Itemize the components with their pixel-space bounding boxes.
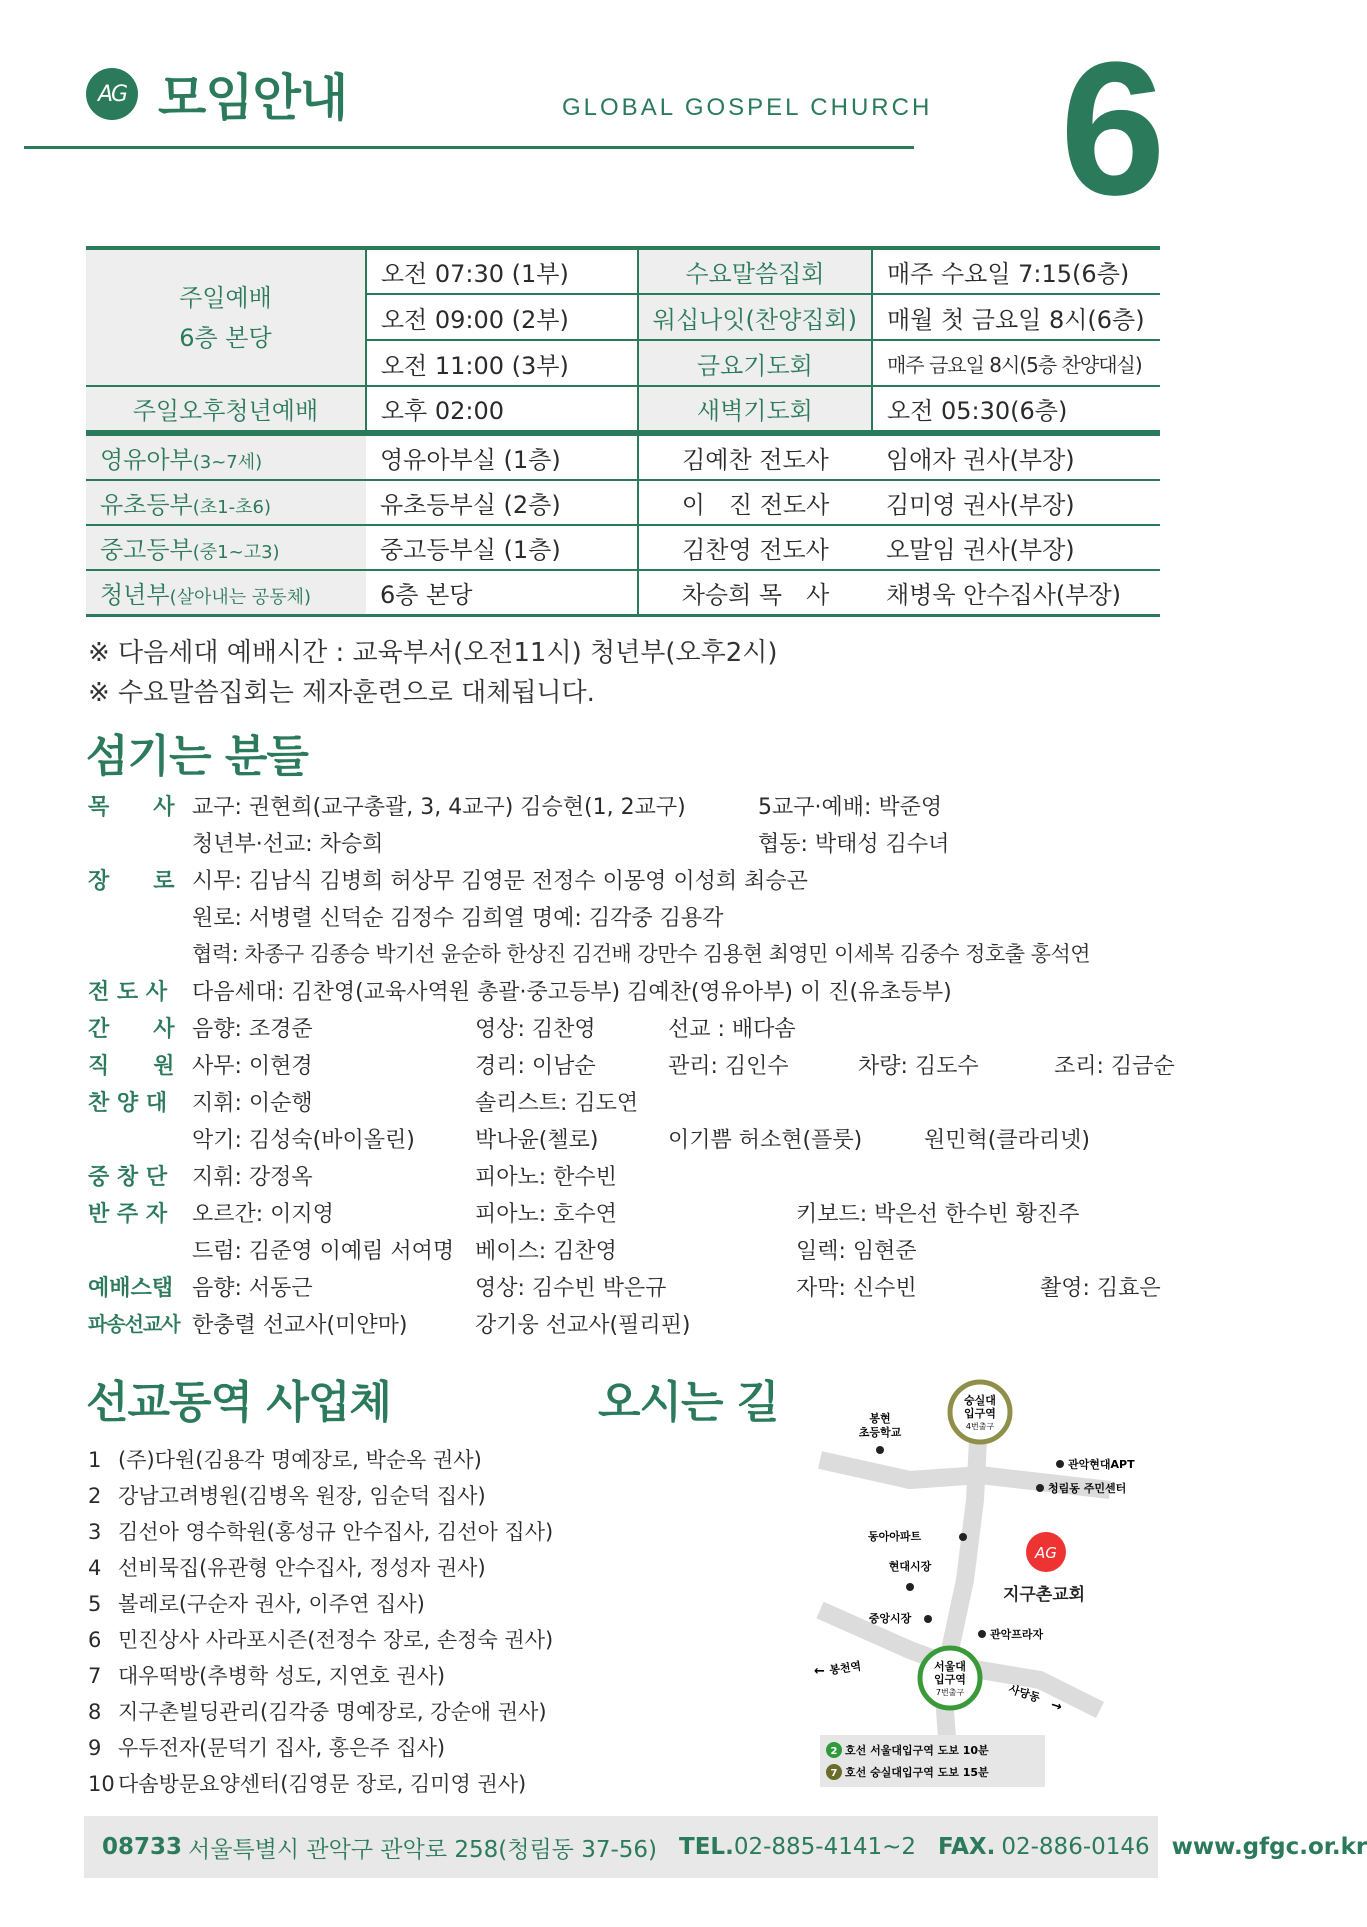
list-item: 1 (주)다원(김용각 명예장로, 박순옥 권사) [88, 1448, 482, 1472]
servant-row [88, 938, 1188, 974]
dept-pastor: 김찬영 전도사 [638, 525, 872, 570]
servant-names: 오르간: 이지영 [192, 1202, 334, 1227]
servant-names: 경리: 이남순 [475, 1054, 596, 1079]
servant-names: 악기: 김성숙(바이올린) [192, 1128, 415, 1153]
dept-room: 영유아부실 (1층) [366, 435, 638, 480]
footer-website-link[interactable]: www.gfgc.or.kr [1171, 1834, 1367, 1860]
servant-role: 간 사 [88, 1017, 175, 1042]
servant-role: 직 원 [88, 1054, 175, 1079]
servant-names: 촬영: 김효은 [1040, 1276, 1161, 1301]
landmark-market: 현대시장 [888, 1560, 932, 1573]
servant-names: 시무: 김남식 김병희 허상무 김영문 전정수 이몽영 이성희 최승곤 [192, 869, 808, 894]
servant-names: 협력: 차종구 김종승 박기선 윤순하 한상진 김건배 강만수 김용현 최영민 이세복 김중수 정호출 홍석연 [192, 942, 1091, 966]
footer-fax: 02-886-0146 [1001, 1834, 1150, 1860]
servant-row [88, 1123, 1188, 1159]
subway-info-box [820, 1735, 1045, 1787]
list-item: 6 민진상사 사라포시즌(전정수 장로, 손정숙 권사) [88, 1628, 554, 1652]
road [945, 1400, 980, 1780]
servant-names: 영상: 김수빈 박은규 [475, 1276, 667, 1301]
dept-pastor: 이 진 전도사 [638, 480, 872, 525]
servant-row [88, 1234, 1188, 1270]
dept-age: (3~7세) [192, 452, 263, 473]
servant-names: 자막: 신수빈 [796, 1276, 917, 1301]
dept-name: 중고등부 [100, 536, 193, 564]
servant-names: 5교구·예배: 박준영 [758, 795, 943, 820]
footer-tel-label: TEL. [679, 1834, 734, 1860]
church-marker-logo: AG [1035, 1544, 1057, 1562]
church-name-en: GLOBAL GOSPEL CHURCH [562, 94, 933, 121]
station-bottom-line2: 입구역 [934, 1673, 966, 1686]
business-name: 선비묵집(유관형 안수집사, 정성자 권사) [118, 1556, 486, 1580]
landmark-plaza: 관악프라자 [990, 1628, 1044, 1641]
business-name: 대우떡방(추병학 성도, 지연호 권사) [118, 1664, 446, 1688]
meeting-value: 오전 05:30(6층) [872, 386, 1160, 432]
dept-name-cell [86, 435, 366, 480]
meeting-label: 수요말씀집회 [638, 248, 872, 294]
dept-room: 6층 본당 [366, 570, 638, 615]
servant-role: 찬 양 대 [88, 1091, 168, 1116]
servant-row [88, 1012, 1188, 1048]
business-name: (주)다원(김용각 명예장로, 박순옥 권사) [118, 1448, 482, 1472]
servant-names: 지휘: 강정옥 [192, 1165, 313, 1190]
servant-names: 조리: 김금순 [1054, 1054, 1175, 1079]
servant-names: 지휘: 이순행 [192, 1091, 313, 1116]
meeting-value: 매주 금요일 8시(5층 찬양대실) [872, 340, 1160, 386]
list-item: 7 대우떡방(추병학 성도, 지연호 권사) [88, 1664, 446, 1688]
arrow-left-icon: ← [814, 1664, 825, 1679]
servant-names: 드럼: 김준영 이예림 서여명 [192, 1239, 455, 1264]
landmark-central: 중앙시장 [868, 1612, 912, 1625]
landmark-school-line1: 봉현 [869, 1412, 891, 1425]
business-name: 민진상사 사라포시즌(전정수 장로, 손정숙 권사) [118, 1628, 554, 1652]
table-row [86, 480, 1160, 525]
list-item: 5 볼레로(구순자 권사, 이주연 집사) [88, 1592, 425, 1616]
servant-role: 중 창 단 [88, 1165, 168, 1190]
servant-names: 관리: 김인수 [668, 1054, 789, 1079]
dept-age: (중1~고3) [192, 542, 280, 563]
page-title: 모임안내 [158, 69, 348, 127]
meeting-label: 워십나잇(찬양집회) [638, 294, 872, 340]
sunday-time-3: 오전 11:00 (3부) [366, 340, 638, 386]
sunday-worship-cell [86, 248, 366, 386]
dept-room: 유초등부실 (2층) [366, 480, 638, 525]
servant-row [88, 901, 1188, 937]
servant-names: 솔리스트: 김도연 [475, 1091, 639, 1116]
servant-names: 영상: 김찬영 [475, 1017, 596, 1042]
line2-number: 2 [830, 1746, 838, 1757]
location-map [800, 1380, 1150, 1800]
dept-leader: 김미영 권사(부장) [872, 480, 1160, 525]
servant-names: 음향: 서동근 [192, 1276, 313, 1301]
table-row [86, 386, 1160, 432]
table-row [86, 248, 1160, 294]
station-top-line3: 4번출구 [965, 1422, 995, 1431]
landmark-school-line2: 초등학교 [858, 1426, 902, 1439]
dept-leader: 오말임 권사(부장) [872, 525, 1160, 570]
list-item: 2 강남고려병원(김병옥 원장, 임순덕 집사) [88, 1484, 486, 1508]
dept-age: (초1-초6) [192, 497, 271, 518]
servant-row [88, 827, 1188, 863]
servants-heading: 섬기는 분들 [86, 731, 308, 782]
servant-names: 차량: 김도수 [858, 1054, 979, 1079]
landmark-dot [1056, 1460, 1064, 1468]
servant-names: 교구: 권현희(교구총괄, 3, 4교구) 김승현(1, 2교구) [192, 795, 686, 820]
line7-number: 7 [830, 1768, 838, 1779]
youth-worship-label: 주일오후청년예배 [86, 386, 366, 432]
meeting-value: 매월 첫 금요일 8시(6층) [872, 294, 1160, 340]
dept-leader: 채병욱 안수집사(부장) [872, 570, 1160, 615]
servant-role: 반 주 자 [88, 1202, 168, 1227]
landmark-donga: 동아아파트 [868, 1530, 922, 1543]
dept-name: 영유아부 [100, 446, 193, 474]
table-row [86, 435, 1160, 480]
servant-names: 피아노: 호수연 [475, 1202, 617, 1227]
footer-address: 서울특별시 관악구 관악로 258(청림동 37-56) [188, 1836, 658, 1863]
dept-name-cell [86, 525, 366, 570]
list-item: 9 우두전자(문덕기 집사, 홍은주 집사) [88, 1736, 446, 1760]
dept-name: 청년부 [100, 580, 170, 609]
servant-row [88, 864, 1188, 900]
departments-table [86, 434, 1160, 617]
servant-names: 청년부·선교: 차승희 [192, 832, 384, 857]
landmark-dot [978, 1630, 986, 1638]
header-divider [24, 146, 914, 149]
servant-names: 원민혁(클라리넷) [924, 1128, 1090, 1153]
line2-directions: 호선 서울대입구역 도보 10분 [845, 1744, 989, 1757]
station-top-line2: 입구역 [964, 1407, 996, 1420]
dept-age: (살아내는 공동체) [169, 586, 312, 608]
landmark-sadang: 사당동 [1007, 1682, 1042, 1705]
business-name: 볼레로(구순자 권사, 이주연 집사) [118, 1592, 425, 1616]
servant-names: 사무: 이현경 [192, 1054, 313, 1079]
sunday-time-1: 오전 07:30 (1부) [366, 248, 638, 294]
dept-pastor: 차승희 목 사 [638, 570, 872, 615]
note-line: ※ 수요말씀집회는 제자훈련으로 대체됩니다. [88, 678, 595, 708]
dept-name: 유초등부 [100, 491, 193, 519]
servant-names: 베이스: 김찬영 [475, 1239, 617, 1264]
servant-names: 이기쁨 허소현(플룻) [668, 1128, 863, 1153]
station-bottom-line1: 서울대 [934, 1660, 966, 1673]
dept-name-cell [86, 570, 366, 615]
meeting-label: 금요기도회 [638, 340, 872, 386]
youth-worship-time: 오후 02:00 [366, 386, 638, 432]
servant-names: 박나윤(첼로) [475, 1128, 599, 1153]
servant-row [88, 790, 1188, 826]
servant-row [88, 1160, 1188, 1196]
business-name: 다솜방문요양센터(김영문 장로, 김미영 권사) [118, 1772, 527, 1796]
church-marker-name: 지구촌교회 [1002, 1585, 1086, 1605]
worship-schedule-table [86, 246, 1160, 434]
landmark-dot [906, 1583, 914, 1591]
servant-role: 전 도 사 [88, 980, 168, 1005]
servant-names: 일렉: 임현준 [796, 1239, 917, 1264]
business-name: 지구촌빌딩관리(김각중 명예장로, 강순애 권사) [118, 1700, 547, 1724]
servant-role: 장 로 [88, 869, 175, 894]
servant-names: 선교 : 배다솜 [668, 1017, 796, 1042]
landmark-apt: 관악현대APT [1068, 1458, 1135, 1471]
issue-number: 6 [1060, 23, 1166, 235]
business-name: 강남고려병원(김병옥 원장, 임순덕 집사) [118, 1484, 486, 1508]
landmark-dot [876, 1446, 884, 1454]
servant-row [88, 1197, 1188, 1233]
list-item: 8 지구촌빌딩관리(김각중 명예장로, 강순애 권사) [88, 1700, 547, 1724]
meeting-label: 새벽기도회 [638, 386, 872, 432]
landmark-dot [1036, 1484, 1044, 1492]
footer-fax-label: FAX. [938, 1834, 996, 1860]
landmark-dot [959, 1533, 967, 1541]
sunday-time-2: 오전 09:00 (2부) [366, 294, 638, 340]
dept-pastor: 김예찬 전도사 [638, 435, 872, 480]
servant-names: 강기웅 선교사(필리핀) [475, 1313, 691, 1338]
servant-role: 예배스탭 [88, 1276, 174, 1301]
dept-leader: 임애자 권사(부장) [872, 435, 1160, 480]
list-item: 4 선비묵집(유관형 안수집사, 정성자 권사) [88, 1556, 486, 1580]
table-row [86, 525, 1160, 570]
station-top-line1: 숭실대 [964, 1394, 996, 1407]
meeting-value: 매주 수요일 7:15(6층) [872, 248, 1160, 294]
landmark-bongcheon: 봉천역 [828, 1659, 862, 1677]
servant-role: 파송선교사 [88, 1312, 180, 1336]
servant-row [88, 1271, 1188, 1307]
dept-room: 중고등부실 (1층) [366, 525, 638, 570]
sunday-worship-place: 6층 본당 [179, 323, 272, 352]
dept-name-cell [86, 480, 366, 525]
church-logo-icon: AG [86, 68, 138, 120]
servant-names: 피아노: 한수빈 [475, 1165, 617, 1190]
landmark-center: 청림동 주민센터 [1048, 1482, 1127, 1495]
footer-bar [84, 1816, 1367, 1878]
servant-names: 음향: 조경준 [192, 1017, 313, 1042]
arrow-right-icon: → [1048, 1697, 1064, 1716]
servant-names: 키보드: 박은선 한수빈 황진주 [796, 1202, 1080, 1227]
footer-zip: 08733 [102, 1834, 183, 1860]
servant-names: 다음세대: 김찬영(교육사역원 총괄·중고등부) 김예찬(영유아부) 이 진(유초등부) [192, 980, 952, 1005]
directions-heading: 오시는 길 [598, 1377, 779, 1428]
footer-tel: 02-885-4141~2 [733, 1834, 917, 1860]
station-bottom-line3: 7번출구 [935, 1688, 965, 1697]
servant-names: 한충렬 선교사(미얀마) [192, 1313, 408, 1338]
table-row [86, 570, 1160, 615]
servant-row [88, 1086, 1188, 1122]
servant-names: 원로: 서병렬 신덕순 김정수 김희열 명예: 김각중 김용각 [192, 906, 724, 931]
landmark-dot [924, 1615, 932, 1623]
servant-names: 협동: 박태성 김수녀 [758, 832, 950, 857]
servant-row [88, 975, 1188, 1011]
line7-directions: 호선 숭실대입구역 도보 15분 [845, 1766, 989, 1779]
list-item: 10 다솜방문요양센터(김영문 장로, 김미영 권사) [88, 1772, 527, 1796]
business-name: 우두전자(문덕기 집사, 홍은주 집사) [118, 1736, 446, 1760]
servant-role: 목 사 [88, 795, 175, 820]
note-line: ※ 다음세대 예배시간 : 교육부서(오전11시) 청년부(오후2시) [88, 638, 778, 668]
businesses-heading: 선교동역 사업체 [86, 1377, 391, 1428]
sunday-worship-label: 주일예배 [179, 283, 272, 312]
servant-row [88, 1049, 1188, 1085]
list-item: 3 김선아 영수학원(홍성규 안수집사, 김선아 집사) [88, 1520, 554, 1544]
business-name: 김선아 영수학원(홍성규 안수집사, 김선아 집사) [118, 1520, 554, 1544]
servant-row [88, 1308, 1188, 1344]
